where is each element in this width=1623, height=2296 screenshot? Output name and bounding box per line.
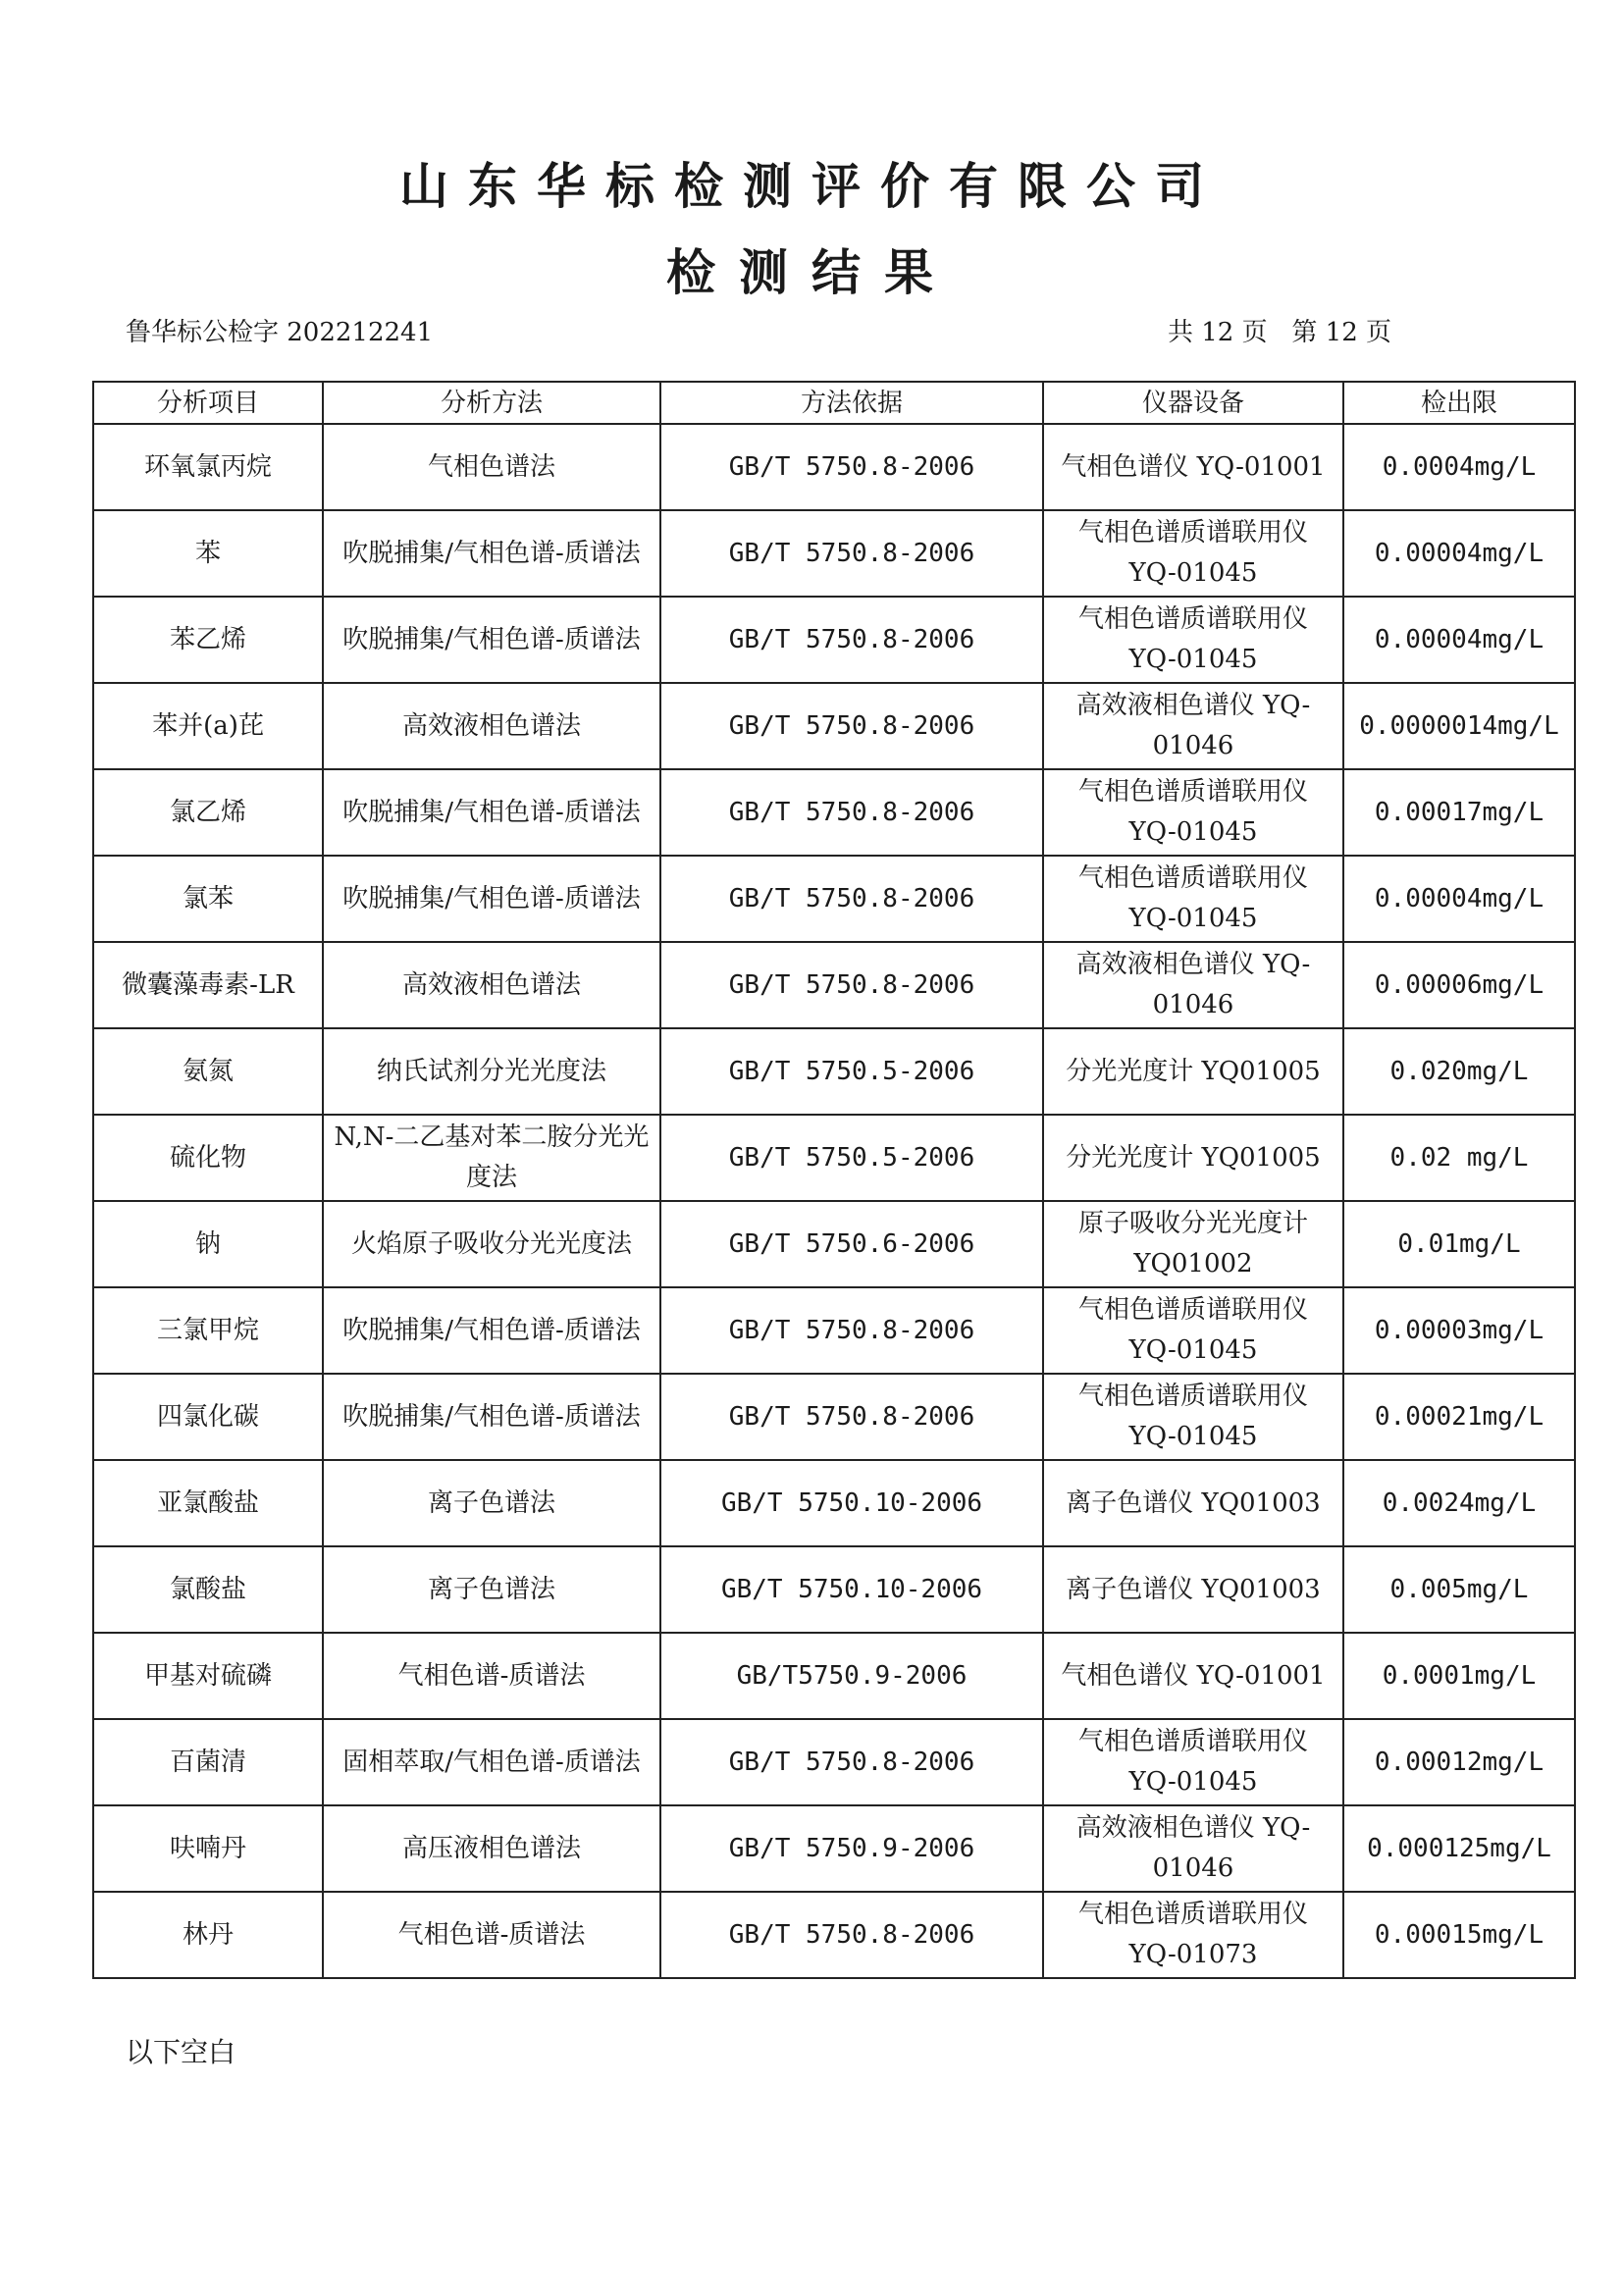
cell-basis: GB/T 5750.8-2006	[660, 424, 1043, 510]
cell-item: 氨氮	[93, 1028, 323, 1115]
cell-instrument: 高效液相色谱仪 YQ-01046	[1043, 1805, 1343, 1892]
table-row	[93, 510, 1575, 597]
table-row	[93, 1460, 1575, 1546]
cell-basis: GB/T 5750.8-2006	[660, 942, 1043, 1028]
table-row	[93, 942, 1575, 1028]
cell-basis: GB/T 5750.8-2006	[660, 1374, 1043, 1460]
cell-basis: GB/T 5750.6-2006	[660, 1201, 1043, 1287]
table-body	[93, 424, 1575, 1978]
company-title: 山东华标检测评价有限公司	[399, 158, 1224, 215]
cell-item: 环氧氯丙烷	[93, 424, 323, 510]
cell-item: 氯苯	[93, 856, 323, 942]
cell-item: 亚氯酸盐	[93, 1460, 323, 1546]
cell-method: 吹脱捕集/气相色谱-质谱法	[323, 597, 660, 683]
cell-instrument: 气相色谱质谱联用仪 YQ-01045	[1043, 597, 1343, 683]
cell-limit: 0.00003mg/L	[1343, 1287, 1575, 1374]
table-row	[93, 1201, 1575, 1287]
page-info: 共 12 页 第 12 页	[1168, 318, 1392, 347]
cell-basis: GB/T 5750.5-2006	[660, 1028, 1043, 1115]
cell-limit: 0.00017mg/L	[1343, 769, 1575, 856]
column-header-item: 分析项目	[93, 382, 323, 424]
cell-instrument: 高效液相色谱仪 YQ-01046	[1043, 683, 1343, 769]
cell-limit: 0.00021mg/L	[1343, 1374, 1575, 1460]
column-header-limit: 检出限	[1343, 382, 1575, 424]
cell-limit: 0.00006mg/L	[1343, 942, 1575, 1028]
cell-instrument: 气相色谱仪 YQ-01001	[1043, 1633, 1343, 1719]
cell-basis: GB/T 5750.10-2006	[660, 1460, 1043, 1546]
cell-method: 高效液相色谱法	[323, 683, 660, 769]
cell-limit: 0.020mg/L	[1343, 1028, 1575, 1115]
table-row	[93, 1546, 1575, 1633]
cell-basis: GB/T 5750.10-2006	[660, 1546, 1043, 1633]
cell-basis: GB/T 5750.8-2006	[660, 1892, 1043, 1978]
cell-basis: GB/T 5750.5-2006	[660, 1115, 1043, 1201]
cell-instrument: 离子色谱仪 YQ01003	[1043, 1460, 1343, 1546]
cell-instrument: 分光光度计 YQ01005	[1043, 1115, 1343, 1201]
cell-basis: GB/T 5750.8-2006	[660, 683, 1043, 769]
cell-instrument: 气相色谱仪 YQ-01001	[1043, 424, 1343, 510]
cell-method: 吹脱捕集/气相色谱-质谱法	[323, 856, 660, 942]
cell-method: 高效液相色谱法	[323, 942, 660, 1028]
cell-item: 百菌清	[93, 1719, 323, 1805]
column-header-basis: 方法依据	[660, 382, 1043, 424]
cell-method: 固相萃取/气相色谱-质谱法	[323, 1719, 660, 1805]
cell-method: 离子色谱法	[323, 1546, 660, 1633]
report-number: 鲁华标公检字 202212241	[126, 318, 434, 347]
table-row	[93, 1374, 1575, 1460]
cell-method: 吹脱捕集/气相色谱-质谱法	[323, 510, 660, 597]
document-title: 检测结果	[666, 244, 957, 301]
cell-item: 三氯甲烷	[93, 1287, 323, 1374]
results-table	[92, 381, 1576, 1979]
cell-item: 钠	[93, 1201, 323, 1287]
cell-basis: GB/T 5750.9-2006	[660, 1805, 1043, 1892]
cell-basis: GB/T 5750.8-2006	[660, 510, 1043, 597]
table-row	[93, 1892, 1575, 1978]
table-row	[93, 597, 1575, 683]
cell-item: 硫化物	[93, 1115, 323, 1201]
cell-instrument: 原子吸收分光光度计 YQ01002	[1043, 1201, 1343, 1287]
cell-instrument: 气相色谱质谱联用仪 YQ-01045	[1043, 1374, 1343, 1460]
cell-limit: 0.005mg/L	[1343, 1546, 1575, 1633]
cell-method: 离子色谱法	[323, 1460, 660, 1546]
cell-item: 苯并(a)芘	[93, 683, 323, 769]
table-row	[93, 1719, 1575, 1805]
cell-instrument: 高效液相色谱仪 YQ-01046	[1043, 942, 1343, 1028]
cell-method: 吹脱捕集/气相色谱-质谱法	[323, 1374, 660, 1460]
cell-basis: GB/T 5750.8-2006	[660, 1287, 1043, 1374]
cell-method: 气相色谱-质谱法	[323, 1633, 660, 1719]
table-row	[93, 769, 1575, 856]
cell-limit: 0.00004mg/L	[1343, 597, 1575, 683]
cell-limit: 0.0004mg/L	[1343, 424, 1575, 510]
cell-instrument: 分光光度计 YQ01005	[1043, 1028, 1343, 1115]
cell-limit: 0.000125mg/L	[1343, 1805, 1575, 1892]
cell-limit: 0.0000014mg/L	[1343, 683, 1575, 769]
table-row	[93, 856, 1575, 942]
cell-item: 苯	[93, 510, 323, 597]
cell-limit: 0.01mg/L	[1343, 1201, 1575, 1287]
cell-item: 氯酸盐	[93, 1546, 323, 1633]
cell-basis: GB/T 5750.8-2006	[660, 597, 1043, 683]
cell-instrument: 气相色谱质谱联用仪 YQ-01073	[1043, 1892, 1343, 1978]
cell-item: 呋喃丹	[93, 1805, 323, 1892]
cell-item: 微囊藻毒素-LR	[93, 942, 323, 1028]
cell-method: N,N-二乙基对苯二胺分光光度法	[323, 1115, 660, 1201]
cell-method: 火焰原子吸收分光光度法	[323, 1201, 660, 1287]
cell-instrument: 气相色谱质谱联用仪 YQ-01045	[1043, 769, 1343, 856]
cell-instrument: 气相色谱质谱联用仪 YQ-01045	[1043, 1287, 1343, 1374]
blank-below-note: 以下空白	[126, 2036, 236, 2068]
cell-basis: GB/T 5750.8-2006	[660, 769, 1043, 856]
table-row	[93, 424, 1575, 510]
cell-limit: 0.02 mg/L	[1343, 1115, 1575, 1201]
table-header-row	[93, 382, 1575, 424]
table-row	[93, 1287, 1575, 1374]
cell-method: 吹脱捕集/气相色谱-质谱法	[323, 769, 660, 856]
cell-item: 氯乙烯	[93, 769, 323, 856]
cell-instrument: 气相色谱质谱联用仪 YQ-01045	[1043, 510, 1343, 597]
cell-instrument: 离子色谱仪 YQ01003	[1043, 1546, 1343, 1633]
cell-limit: 0.00004mg/L	[1343, 856, 1575, 942]
table-row	[93, 683, 1575, 769]
table-row	[93, 1028, 1575, 1115]
table-row	[93, 1115, 1575, 1201]
cell-method: 气相色谱-质谱法	[323, 1892, 660, 1978]
cell-limit: 0.00012mg/L	[1343, 1719, 1575, 1805]
table-row	[93, 1805, 1575, 1892]
cell-limit: 0.0001mg/L	[1343, 1633, 1575, 1719]
cell-limit: 0.0024mg/L	[1343, 1460, 1575, 1546]
cell-item: 苯乙烯	[93, 597, 323, 683]
column-header-method: 分析方法	[323, 382, 660, 424]
cell-item: 甲基对硫磷	[93, 1633, 323, 1719]
cell-item: 四氯化碳	[93, 1374, 323, 1460]
cell-instrument: 气相色谱质谱联用仪 YQ-01045	[1043, 856, 1343, 942]
cell-basis: GB/T 5750.8-2006	[660, 1719, 1043, 1805]
cell-basis: GB/T 5750.8-2006	[660, 856, 1043, 942]
cell-method: 纳氏试剂分光光度法	[323, 1028, 660, 1115]
cell-limit: 0.00004mg/L	[1343, 510, 1575, 597]
table-row	[93, 1633, 1575, 1719]
cell-basis: GB/T5750.9-2006	[660, 1633, 1043, 1719]
column-header-instrument: 仪器设备	[1043, 382, 1343, 424]
cell-instrument: 气相色谱质谱联用仪 YQ-01045	[1043, 1719, 1343, 1805]
cell-limit: 0.00015mg/L	[1343, 1892, 1575, 1978]
cell-method: 吹脱捕集/气相色谱-质谱法	[323, 1287, 660, 1374]
cell-item: 林丹	[93, 1892, 323, 1978]
cell-method: 气相色谱法	[323, 424, 660, 510]
cell-method: 高压液相色谱法	[323, 1805, 660, 1892]
